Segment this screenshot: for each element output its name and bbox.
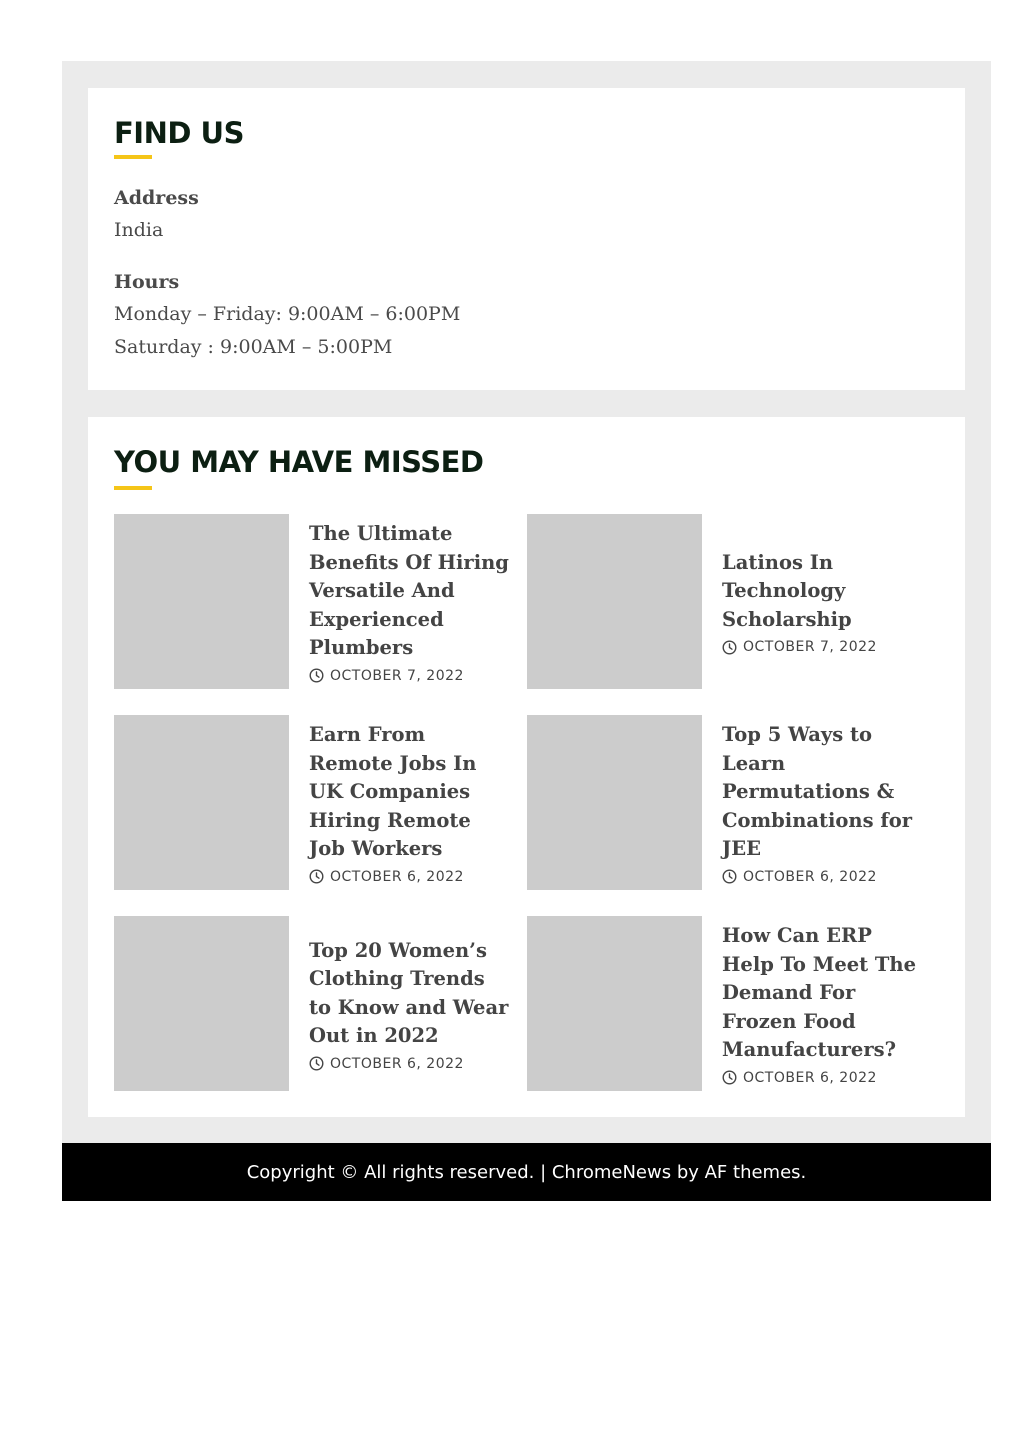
find-us-title: FIND US — [114, 116, 244, 150]
post-item — [114, 916, 509, 1092]
title-underline — [114, 155, 152, 159]
post-date — [722, 869, 922, 885]
post-date-text[interactable]: OCTOBER 6, 2022 — [330, 1055, 464, 1072]
clock-icon — [722, 869, 737, 884]
post-date-text[interactable]: OCTOBER 6, 2022 — [330, 868, 464, 885]
post-date — [722, 1070, 922, 1086]
post-thumbnail[interactable] — [114, 715, 289, 890]
missed-title: YOU MAY HAVE MISSED — [114, 445, 484, 479]
post-title-link[interactable]: Latinos In Technology Scholarship — [722, 550, 852, 631]
hours-saturday: Saturday : 9:00AM – 5:00PM — [114, 336, 393, 358]
post-item — [527, 715, 922, 891]
site-footer — [62, 1143, 991, 1201]
post-title-link[interactable]: Top 5 Ways to Learn Permutations & Combinations for JEE — [722, 723, 913, 861]
post-item — [114, 715, 509, 891]
post-thumbnail[interactable] — [527, 715, 702, 890]
clock-icon — [309, 668, 324, 683]
post-title-link[interactable]: Top 20 Women’s Clothing Trends to Know and Wear Out in 2022 — [309, 938, 509, 1047]
address-label: Address — [114, 187, 199, 209]
post-date-text[interactable]: OCTOBER 7, 2022 — [743, 639, 877, 656]
hours-weekday: Monday – Friday: 9:00AM – 6:00PM — [114, 303, 461, 325]
clock-icon — [309, 1056, 324, 1071]
post-date-text[interactable]: OCTOBER 7, 2022 — [330, 667, 464, 684]
copyright-text: Copyright © All rights reserved. | ChromeNews by AF themes. — [246, 1161, 807, 1183]
sidebar-widgets-area — [62, 61, 991, 1143]
post-date-text[interactable]: OCTOBER 6, 2022 — [743, 868, 877, 885]
post-title-link[interactable]: The Ultimate Benefits Of Hiring Versatile And Experienced Plumbers — [309, 522, 509, 660]
clock-icon — [309, 869, 324, 884]
find-us-widget — [88, 88, 965, 390]
clock-icon — [722, 640, 737, 655]
post-thumbnail[interactable] — [114, 916, 289, 1091]
post-title-link[interactable]: Earn From Remote Jobs In UK Companies Hiring Remote Job Workers — [309, 723, 477, 861]
clock-icon — [722, 1070, 737, 1085]
post-thumbnail[interactable] — [527, 916, 702, 1091]
post-date — [309, 1056, 509, 1072]
you-may-have-missed-widget — [88, 417, 965, 1117]
title-underline — [114, 486, 152, 490]
post-item — [527, 514, 922, 690]
post-date-text[interactable]: OCTOBER 6, 2022 — [743, 1069, 877, 1086]
post-thumbnail[interactable] — [527, 514, 702, 689]
post-date — [309, 869, 509, 885]
post-item — [527, 916, 922, 1092]
hours-label: Hours — [114, 271, 180, 293]
post-thumbnail[interactable] — [114, 514, 289, 689]
address-value: India — [114, 219, 164, 241]
post-date — [309, 668, 509, 684]
post-date — [722, 639, 922, 655]
post-item — [114, 514, 509, 690]
post-title-link[interactable]: How Can ERP Help To Meet The Demand For Frozen Food Manufacturers? — [722, 924, 917, 1062]
